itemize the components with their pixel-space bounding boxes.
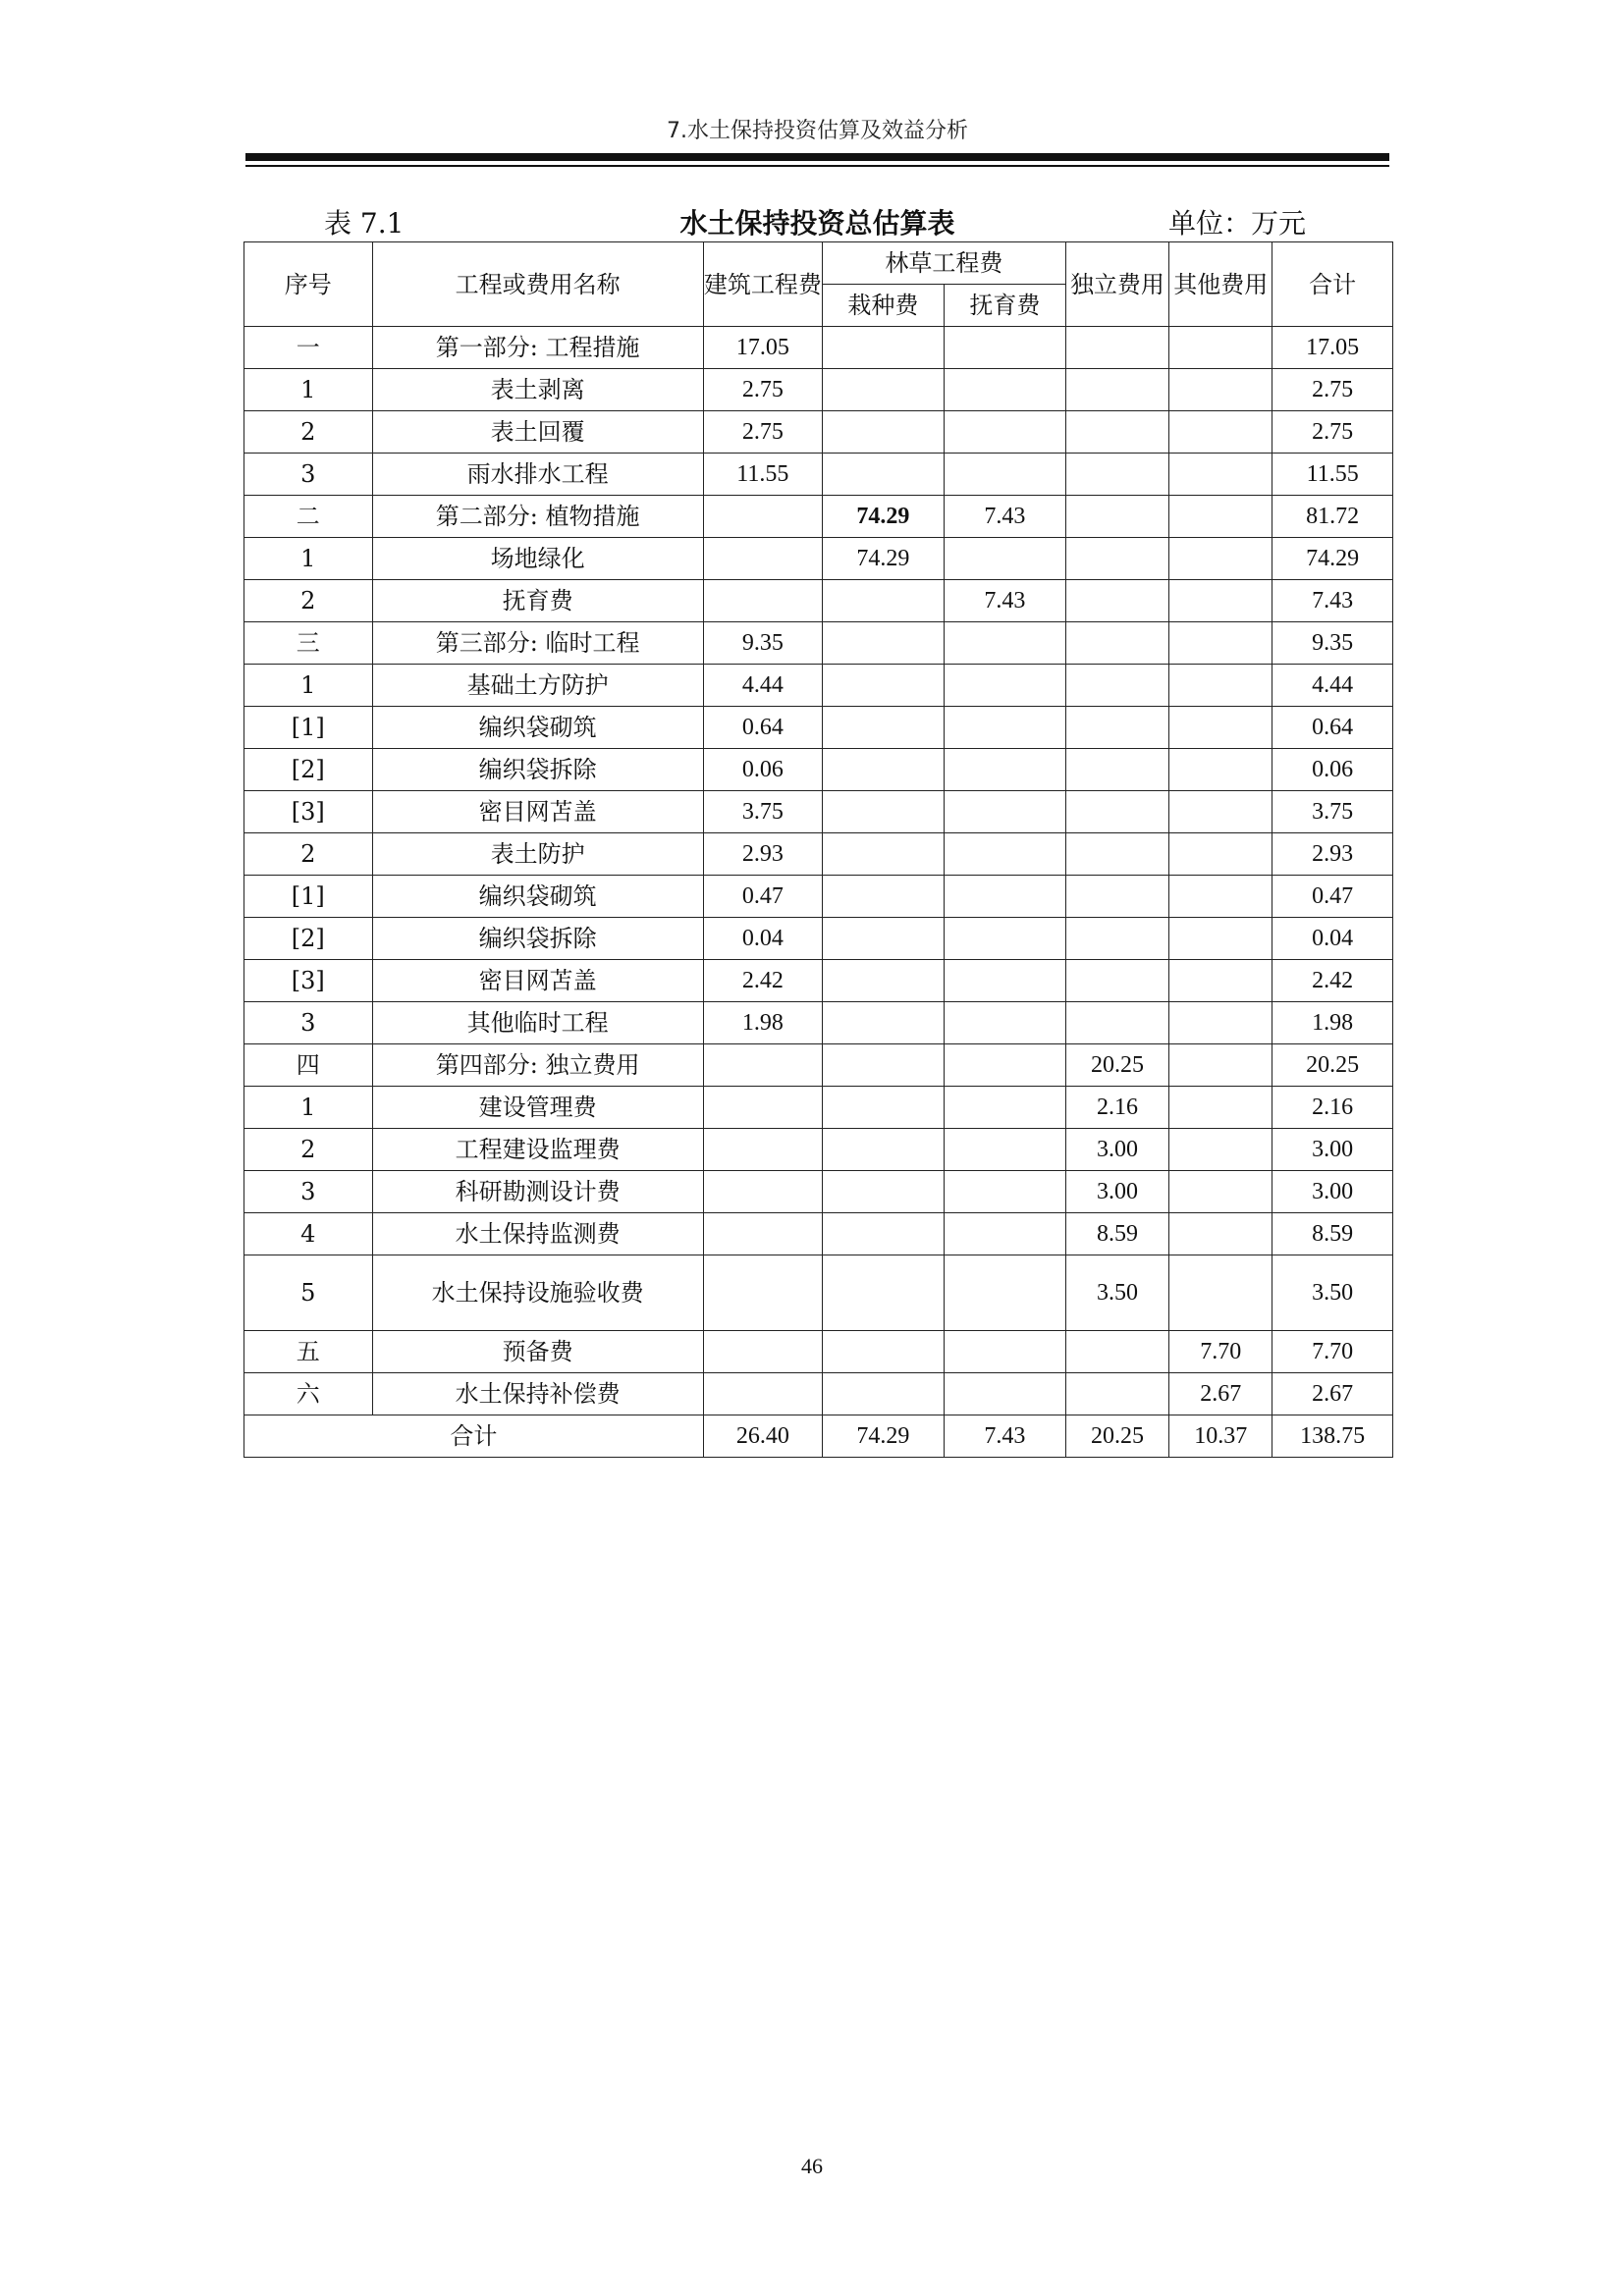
col-header-other: 其他费用: [1169, 242, 1272, 327]
cell-name: 抚育费: [372, 580, 703, 622]
cell-other: [1169, 960, 1272, 1002]
cell-tending: [944, 411, 1065, 454]
cell-seq: 2: [244, 833, 373, 876]
cell-tending: 7.43: [944, 496, 1065, 538]
table-row: [244, 918, 1393, 960]
table-row: [244, 1331, 1393, 1373]
cell-total: 3.75: [1272, 791, 1393, 833]
table-row: [244, 833, 1393, 876]
cell-independent: 3.00: [1065, 1171, 1168, 1213]
cell-tending: [944, 369, 1065, 411]
total-other: 10.37: [1169, 1415, 1272, 1458]
cell-name: 水土保持监测费: [372, 1213, 703, 1255]
cell-other: [1169, 538, 1272, 580]
cell-seq: 1: [244, 1087, 373, 1129]
cell-seq: 四: [244, 1044, 373, 1087]
cell-independent: [1065, 327, 1168, 369]
cell-construction: [703, 1044, 822, 1087]
cell-planting: [822, 1087, 944, 1129]
cell-construction: [703, 1087, 822, 1129]
cell-name: 表土剥离: [372, 369, 703, 411]
cell-name: 密目网苫盖: [372, 960, 703, 1002]
total-construction: 26.40: [703, 1415, 822, 1458]
cell-independent: [1065, 749, 1168, 791]
investment-estimate-table: [244, 241, 1393, 1458]
cell-other: [1169, 833, 1272, 876]
cell-other: [1169, 1129, 1272, 1171]
cell-tending: [944, 749, 1065, 791]
col-header-name: 工程或费用名称: [372, 242, 703, 327]
cell-total: 3.00: [1272, 1129, 1393, 1171]
cell-tending: [944, 707, 1065, 749]
cell-name: 水土保持补偿费: [372, 1373, 703, 1415]
cell-independent: [1065, 1002, 1168, 1044]
cell-name: 第二部分: 植物措施: [372, 496, 703, 538]
cell-construction: [703, 1213, 822, 1255]
cell-construction: 2.75: [703, 411, 822, 454]
cell-other: [1169, 1171, 1272, 1213]
cell-tending: [944, 791, 1065, 833]
cell-name: 第一部分: 工程措施: [372, 327, 703, 369]
cell-planting: [822, 960, 944, 1002]
cell-total: 0.06: [1272, 749, 1393, 791]
cell-independent: 2.16: [1065, 1087, 1168, 1129]
cell-tending: [944, 918, 1065, 960]
table-row: [244, 369, 1393, 411]
cell-tending: 7.43: [944, 580, 1065, 622]
table-row: [244, 622, 1393, 665]
cell-planting: [822, 1129, 944, 1171]
cell-tending: [944, 960, 1065, 1002]
cell-tending: [944, 327, 1065, 369]
cell-construction: [703, 1129, 822, 1171]
cell-independent: [1065, 1373, 1168, 1415]
table-row: [244, 791, 1393, 833]
cell-tending: [944, 1331, 1065, 1373]
cell-total: 8.59: [1272, 1213, 1393, 1255]
cell-name: 表土回覆: [372, 411, 703, 454]
cell-total: 7.43: [1272, 580, 1393, 622]
cell-construction: 0.47: [703, 876, 822, 918]
cell-total: 17.05: [1272, 327, 1393, 369]
cell-planting: [822, 1373, 944, 1415]
cell-seq: 1: [244, 369, 373, 411]
cell-construction: 0.04: [703, 918, 822, 960]
cell-total: 3.50: [1272, 1255, 1393, 1331]
cell-planting: [822, 707, 944, 749]
cell-independent: [1065, 960, 1168, 1002]
cell-seq: [2]: [244, 918, 373, 960]
cell-name: 第三部分: 临时工程: [372, 622, 703, 665]
cell-construction: [703, 1373, 822, 1415]
cell-name: 预备费: [372, 1331, 703, 1373]
table-row: [244, 538, 1393, 580]
cell-seq: [3]: [244, 791, 373, 833]
cell-name: 编织袋拆除: [372, 918, 703, 960]
cell-independent: [1065, 833, 1168, 876]
cell-name: 雨水排水工程: [372, 454, 703, 496]
cell-other: [1169, 622, 1272, 665]
cell-construction: 2.75: [703, 369, 822, 411]
cell-other: [1169, 665, 1272, 707]
table-row: [244, 707, 1393, 749]
cell-tending: [944, 454, 1065, 496]
cell-total: 74.29: [1272, 538, 1393, 580]
cell-construction: [703, 496, 822, 538]
cell-construction: 4.44: [703, 665, 822, 707]
table-row: [244, 1171, 1393, 1213]
table-row: [244, 1255, 1393, 1331]
table-row: [244, 665, 1393, 707]
cell-construction: [703, 1331, 822, 1373]
cell-other: [1169, 791, 1272, 833]
cell-other: [1169, 1255, 1272, 1331]
cell-tending: [944, 876, 1065, 918]
cell-seq: 1: [244, 538, 373, 580]
cell-other: [1169, 876, 1272, 918]
page-header-chapter: 7.水土保持投资估算及效益分析: [667, 119, 968, 143]
col-header-construction: 建筑工程费: [703, 242, 822, 327]
cell-independent: [1065, 538, 1168, 580]
table-row: [244, 749, 1393, 791]
cell-seq: 二: [244, 496, 373, 538]
cell-independent: [1065, 622, 1168, 665]
cell-planting: [822, 918, 944, 960]
cell-planting: [822, 1171, 944, 1213]
cell-name: 基础土方防护: [372, 665, 703, 707]
cell-total: 2.75: [1272, 411, 1393, 454]
cell-total: 2.93: [1272, 833, 1393, 876]
cell-tending: [944, 1171, 1065, 1213]
cell-seq: [1]: [244, 707, 373, 749]
total-grand: 138.75: [1272, 1415, 1393, 1458]
cell-other: [1169, 454, 1272, 496]
cell-total: 0.04: [1272, 918, 1393, 960]
cell-independent: [1065, 411, 1168, 454]
cell-planting: [822, 1213, 944, 1255]
table-caption: [245, 202, 1389, 241]
table-row: [244, 327, 1393, 369]
cell-seq: 五: [244, 1331, 373, 1373]
cell-total: 11.55: [1272, 454, 1393, 496]
page-number: 46: [801, 2154, 823, 2178]
col-header-independent: 独立费用: [1065, 242, 1168, 327]
cell-independent: 20.25: [1065, 1044, 1168, 1087]
cell-planting: [822, 876, 944, 918]
cell-tending: [944, 1044, 1065, 1087]
cell-name: 表土防护: [372, 833, 703, 876]
cell-independent: [1065, 791, 1168, 833]
cell-independent: [1065, 496, 1168, 538]
header-rule-thick: [245, 153, 1389, 161]
col-header-total: 合计: [1272, 242, 1393, 327]
cell-independent: [1065, 665, 1168, 707]
cell-construction: [703, 1171, 822, 1213]
cell-total: 2.67: [1272, 1373, 1393, 1415]
table-title: 水土保持投资总估算表: [679, 207, 955, 240]
col-header-seq: 序号: [244, 242, 373, 327]
cell-planting: [822, 665, 944, 707]
cell-planting: [822, 1044, 944, 1087]
cell-total: 4.44: [1272, 665, 1393, 707]
cell-other: [1169, 411, 1272, 454]
total-tending: 7.43: [944, 1415, 1065, 1458]
cell-planting: [822, 369, 944, 411]
cell-planting: 74.29: [822, 538, 944, 580]
cell-planting: [822, 622, 944, 665]
cell-tending: [944, 1255, 1065, 1331]
cell-name: 编织袋拆除: [372, 749, 703, 791]
cell-total: 0.47: [1272, 876, 1393, 918]
cell-seq: 3: [244, 1002, 373, 1044]
cell-name: 其他临时工程: [372, 1002, 703, 1044]
total-label: 合计: [244, 1415, 704, 1458]
cell-construction: 2.93: [703, 833, 822, 876]
cell-construction: 1.98: [703, 1002, 822, 1044]
cell-planting: [822, 833, 944, 876]
table-row: [244, 1213, 1393, 1255]
cell-name: 场地绿化: [372, 538, 703, 580]
cell-construction: [703, 538, 822, 580]
cell-construction: 3.75: [703, 791, 822, 833]
table-row: [244, 1087, 1393, 1129]
cell-construction: 11.55: [703, 454, 822, 496]
cell-other: [1169, 1087, 1272, 1129]
cell-tending: [944, 538, 1065, 580]
table-row: [244, 411, 1393, 454]
table-row: [244, 876, 1393, 918]
cell-other: [1169, 580, 1272, 622]
cell-total: 2.75: [1272, 369, 1393, 411]
table-row: [244, 454, 1393, 496]
cell-tending: [944, 665, 1065, 707]
cell-name: 密目网苫盖: [372, 791, 703, 833]
cell-planting: [822, 454, 944, 496]
cell-construction: 0.64: [703, 707, 822, 749]
col-header-planting: 栽种费: [822, 285, 944, 327]
cell-independent: [1065, 369, 1168, 411]
cell-seq: 1: [244, 665, 373, 707]
table-row: [244, 1044, 1393, 1087]
cell-seq: 2: [244, 580, 373, 622]
cell-other: [1169, 707, 1272, 749]
table-number: 表 7.1: [324, 207, 405, 240]
cell-name: 第四部分: 独立费用: [372, 1044, 703, 1087]
cell-other: [1169, 1213, 1272, 1255]
cell-name: 水土保持设施验收费: [372, 1255, 703, 1331]
cell-construction: 17.05: [703, 327, 822, 369]
cell-total: 2.16: [1272, 1087, 1393, 1129]
cell-construction: 2.42: [703, 960, 822, 1002]
cell-planting: [822, 580, 944, 622]
header-rule-thin: [245, 165, 1389, 167]
cell-planting: [822, 791, 944, 833]
cell-independent: 3.00: [1065, 1129, 1168, 1171]
cell-name: 编织袋砌筑: [372, 876, 703, 918]
cell-tending: [944, 1213, 1065, 1255]
cell-name: 工程建设监理费: [372, 1129, 703, 1171]
cell-total: 7.70: [1272, 1331, 1393, 1373]
cell-name: 科研勘测设计费: [372, 1171, 703, 1213]
table-total-row: [244, 1415, 1393, 1458]
table-unit: 单位：万元: [1168, 207, 1307, 240]
cell-seq: [2]: [244, 749, 373, 791]
cell-other: 7.70: [1169, 1331, 1272, 1373]
cell-seq: [3]: [244, 960, 373, 1002]
table-row: [244, 580, 1393, 622]
cell-independent: 3.50: [1065, 1255, 1168, 1331]
cell-seq: [1]: [244, 876, 373, 918]
cell-tending: [944, 1002, 1065, 1044]
cell-planting: [822, 1002, 944, 1044]
cell-seq: 2: [244, 411, 373, 454]
cell-other: [1169, 496, 1272, 538]
cell-seq: 2: [244, 1129, 373, 1171]
cell-seq: 三: [244, 622, 373, 665]
cell-name: 编织袋砌筑: [372, 707, 703, 749]
cell-independent: [1065, 454, 1168, 496]
cell-planting: [822, 749, 944, 791]
table-row: [244, 496, 1393, 538]
cell-total: 2.42: [1272, 960, 1393, 1002]
cell-planting: [822, 1255, 944, 1331]
cell-construction: [703, 580, 822, 622]
cell-tending: [944, 1373, 1065, 1415]
col-header-forest-group: 林草工程费: [822, 242, 1065, 285]
cell-tending: [944, 1087, 1065, 1129]
cell-total: 81.72: [1272, 496, 1393, 538]
cell-tending: [944, 833, 1065, 876]
cell-independent: [1065, 1331, 1168, 1373]
cell-total: 1.98: [1272, 1002, 1393, 1044]
table-row: [244, 1002, 1393, 1044]
cell-construction: 9.35: [703, 622, 822, 665]
cell-construction: [703, 1255, 822, 1331]
cell-planting: [822, 327, 944, 369]
cell-seq: 3: [244, 1171, 373, 1213]
cell-total: 3.00: [1272, 1171, 1393, 1213]
cell-planting: [822, 1331, 944, 1373]
total-planting: 74.29: [822, 1415, 944, 1458]
cell-other: [1169, 369, 1272, 411]
table-row: [244, 1373, 1393, 1415]
cell-seq: 4: [244, 1213, 373, 1255]
cell-total: 20.25: [1272, 1044, 1393, 1087]
cell-planting: 74.29: [822, 496, 944, 538]
cell-other: [1169, 749, 1272, 791]
cell-seq: 3: [244, 454, 373, 496]
cell-tending: [944, 1129, 1065, 1171]
cell-construction: 0.06: [703, 749, 822, 791]
cell-total: 0.64: [1272, 707, 1393, 749]
cell-other: [1169, 1002, 1272, 1044]
table-row: [244, 1129, 1393, 1171]
cell-independent: [1065, 876, 1168, 918]
cell-independent: [1065, 707, 1168, 749]
cell-independent: [1065, 580, 1168, 622]
cell-independent: [1065, 918, 1168, 960]
table-row: [244, 960, 1393, 1002]
total-independent: 20.25: [1065, 1415, 1168, 1458]
cell-seq: 5: [244, 1255, 373, 1331]
cell-seq: 一: [244, 327, 373, 369]
cell-tending: [944, 622, 1065, 665]
cell-seq: 六: [244, 1373, 373, 1415]
cell-name: 建设管理费: [372, 1087, 703, 1129]
cell-independent: 8.59: [1065, 1213, 1168, 1255]
cell-other: [1169, 327, 1272, 369]
cell-planting: [822, 411, 944, 454]
cell-total: 9.35: [1272, 622, 1393, 665]
cell-other: 2.67: [1169, 1373, 1272, 1415]
col-header-tending: 抚育费: [944, 285, 1065, 327]
cell-other: [1169, 1044, 1272, 1087]
cell-other: [1169, 918, 1272, 960]
